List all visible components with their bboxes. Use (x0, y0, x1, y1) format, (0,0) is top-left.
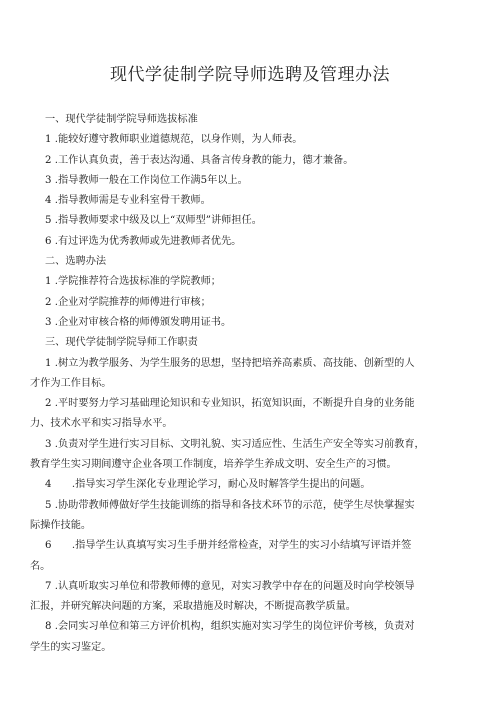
list-item: 1 .能较好遵守教师职业道德规范，以身作则，为人师表。 (45, 134, 303, 146)
list-item: 4 .指导实习学生深化专业理论学习，耐心及时解答学生提出的问题。 (45, 479, 371, 491)
list-item: 3 .指导教师一般在工作岗位工作满5年以上。 (45, 174, 248, 186)
list-item: 8 .会同实习单位和第三方评价机构，组织实施对实习学生的岗位评价考核，负责对 (45, 621, 415, 633)
list-item: 3 .企业对审核合格的师傅颁发聘用证书。 (45, 316, 232, 328)
section-heading: 一、现代学徒制学院导师选拔标准 (45, 114, 198, 125)
list-item: 2 .企业对学院推荐的师傅进行审核； (45, 296, 211, 308)
list-item: 2 .工作认真负责，善于表达沟通、具备言传身教的能力，德才兼备。 (45, 154, 354, 166)
section-heading: 三、现代学徒制学院导师工作职责 (45, 337, 198, 349)
list-item: 1 .学院推荐符合选拔标准的学院教师； (45, 276, 221, 288)
list-item-continuation: 力、技术水平和实习指导水平。 (30, 418, 173, 430)
document-title: 现代学徒制学院导师选聘及管理办法 (110, 65, 390, 85)
list-item: 2 .平时要努力学习基础理论知识和专业知识，拓宽知识面，不断提升自身的业务能 (45, 398, 415, 410)
list-item: 4 .指导教师需是专业科室骨干教师。 (45, 195, 211, 207)
list-item: 7 .认真听取实习单位和带教师傅的意见，对实习教学中存在的问题及时向学校领导 (45, 580, 415, 592)
list-item-continuation: 学生的实习鉴定。 (30, 641, 112, 653)
list-item: 3 .负责对学生进行实习目标、文明礼貌、实习适应性、生活生产安全等实习前教育， (45, 438, 425, 450)
list-item: 5 .协助带教师傅做好学生技能训练的指导和各技术环节的示范，使学生尽快掌握实 (45, 499, 415, 511)
document-body (30, 110, 470, 658)
list-item: 5 .指导教师要求中级及以上“双师型”讲师担任。 (45, 215, 262, 227)
section-heading: 二、选聘办法 (45, 256, 107, 268)
list-item-continuation: 才作为工作目标。 (30, 377, 112, 389)
list-item-continuation: 名。 (30, 560, 51, 572)
list-item: 6 .有过评选为优秀教师或先进教师者优先。 (45, 235, 242, 247)
list-item-continuation: 汇报，并研究解决问题的方案，采取措施及时解决，不断提高教学质量。 (30, 601, 356, 613)
list-item-continuation: 教育学生实习期间遵守企业各项工作制度，培养学生养成文明、安全生产的习惯。 (30, 459, 397, 471)
list-item: 1 .树立为教学服务、为学生服务的思想，坚持把培养高素质、高技能、创新型的人 (45, 357, 415, 369)
list-item-continuation: 际操作技能。 (30, 519, 92, 531)
list-item: 6 .指导学生认真填写实习生手册并经常检查，对学生的实习小结填写评语并签 (45, 540, 412, 552)
